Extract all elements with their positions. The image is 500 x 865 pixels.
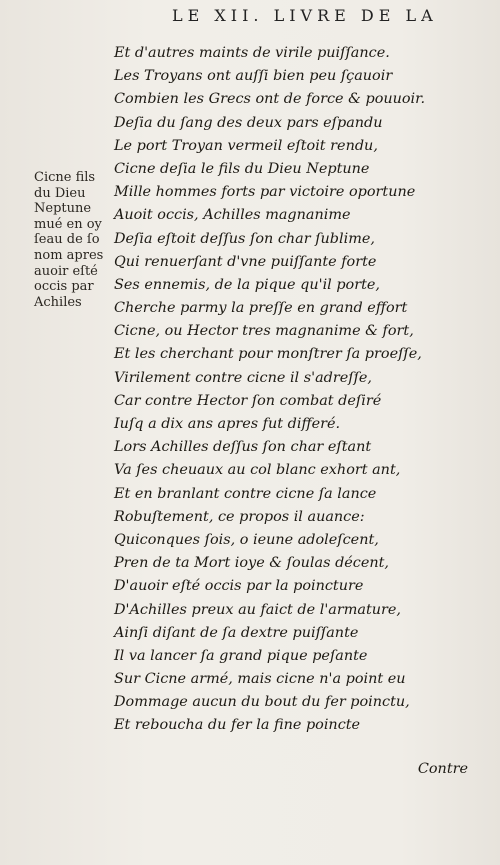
marginal-note-line: occis par [34,279,94,295]
marginal-note-line: Achiles [34,294,82,310]
verse-line: Robuſtement, ce propos il auance: [114,508,365,525]
marginal-note [34,170,116,310]
verse-line: Cicne deſia le fils du Dieu Neptune [114,160,370,177]
verse-line: Virilement contre cicne il s'adreſſe, [114,369,373,386]
marginal-note-line: Neptune [34,201,92,217]
verse-line: Et reboucha du fer la fine poincte [114,717,361,734]
marginal-note-line: ſeau de ſo [34,232,100,248]
verse-line: Sur Cicne armé, mais cicne n'a point eu [114,671,406,688]
marginal-note-line: auoir eſté [34,263,98,279]
verse-line: Car contre Hector ſon combat deſiré [114,392,382,409]
catchword: Contre [417,761,468,777]
verse-line: Ses ennemis, de la pique qu'il porte, [114,276,380,293]
marginal-note-line: du Dieu [34,185,86,201]
verse-line: D'Achilles preux au faict de l'armature, [114,601,401,618]
verse-line: Ainſi diſant de ſa dextre puiſſante [114,624,359,641]
verse-line: Combien les Grecs ont de force & pouuoir. [114,91,426,108]
verse-line: Dommage aucun du bout du fer poinctu, [114,694,410,711]
verse-line: Auoit occis, Achilles magnanime [114,207,351,224]
verse-line: Les Troyans ont auſſi bien peu ſçauoir [114,68,393,85]
verse-line: Et les cherchant pour monſtrer ſa proeſſe, [114,346,422,363]
verse-line: Pren de ta Mort ioye & ſoulas décent, [114,555,389,572]
marginal-note-line: Cicne fils [34,170,96,185]
verse-line: Cherche parmy la preſſe en grand effort [114,300,408,317]
verse-line: Et en branlant contre cicne ſa lance [114,485,377,502]
verse-line: D'auoir eſté occis par la poincture [114,578,364,595]
verse-line: Cicne, ou Hector tres magnanime & fort, [114,323,414,340]
marginal-note-line: mué en oy [34,216,102,232]
verse-line: Et d'autres maints de virile puiſſance. [114,45,390,61]
marginal-note-line: nom apres [34,247,104,263]
verse-line: Quiconques ſois, o ieune adoleſcent, [114,531,379,548]
verse-line: Va ſes cheuaux au col blanc exhort ant, [114,462,401,479]
running-head: LE XII. LIVRE DE LA [172,6,438,25]
verse-line: Lors Achilles deſſus ſon char eſtant [114,439,372,456]
verse-line: Deſia eſtoit deſſus ſon char ſublime, [114,230,375,247]
verse-line: Iuſq a dix ans apres fut differé. [114,416,341,432]
verse-line: Le port Troyan vermeil eſtoit rendu, [114,137,378,154]
verse-line: Qui renuerſant d'vne puiſſante forte [114,253,377,270]
verse-line: Mille hommes forts par victoire oportune [114,184,416,201]
verse-line: Il va lancer ſa grand pique peſante [114,647,368,664]
verse-line: Deſia du ſang des deux pars eſpandu [114,114,383,131]
verse-text [114,42,489,738]
